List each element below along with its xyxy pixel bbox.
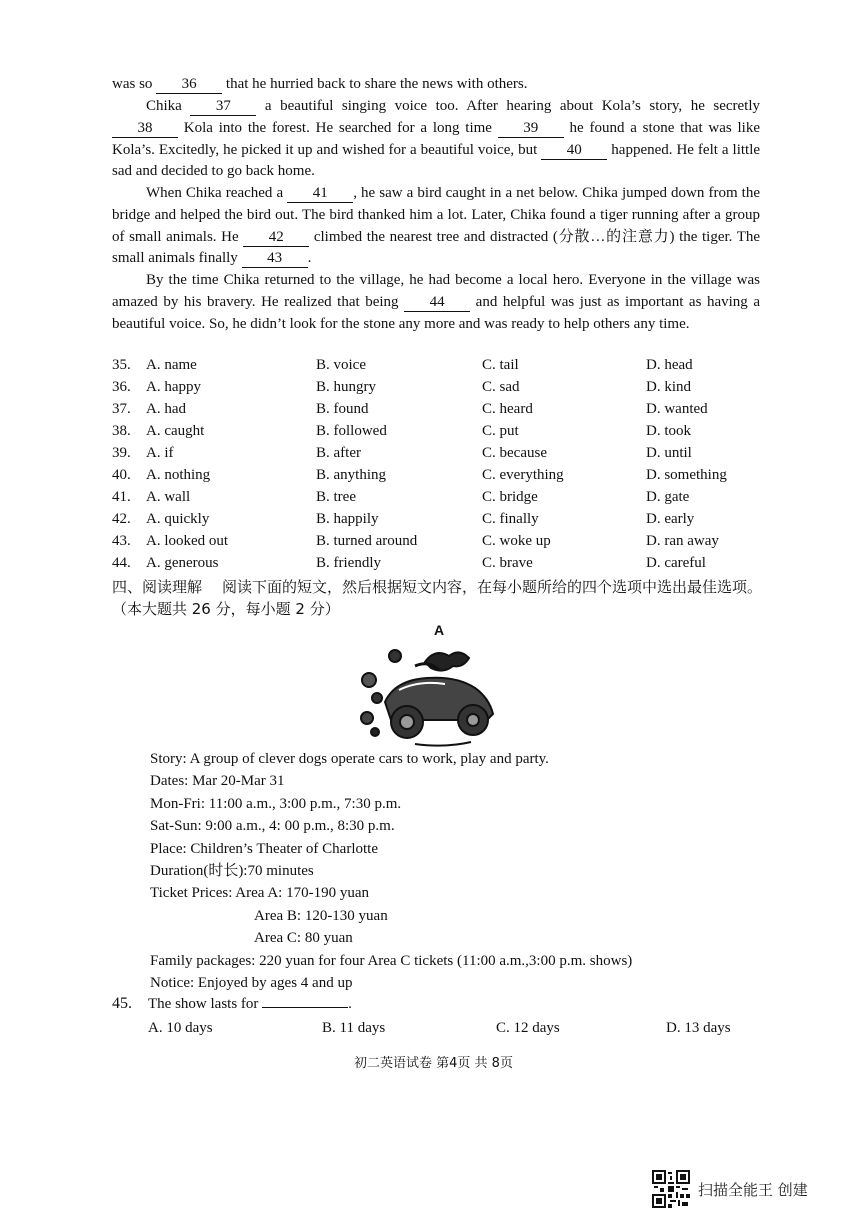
option-a[interactable]: A. wall bbox=[146, 489, 191, 505]
option-a[interactable]: A. had bbox=[146, 401, 186, 417]
option-a[interactable]: A. name bbox=[146, 357, 197, 373]
info-ticket-b: Area B: 120-130 yuan bbox=[254, 907, 388, 924]
decor-dot bbox=[389, 650, 401, 662]
option-a[interactable]: A. if bbox=[146, 445, 174, 461]
option-a[interactable]: A. nothing bbox=[146, 467, 211, 483]
page-footer: 初二英语试卷 第4页 共 8页 bbox=[354, 1056, 513, 1071]
question-number: 44. bbox=[112, 555, 131, 571]
option-b[interactable]: B. after bbox=[316, 445, 361, 461]
option-a[interactable]: A. caught bbox=[146, 423, 205, 439]
info-weekday-times: Mon-Fri: 11:00 a.m., 3:00 p.m., 7:30 p.m. bbox=[150, 795, 402, 812]
passage-text: . bbox=[307, 250, 312, 267]
decor-dot bbox=[371, 728, 379, 736]
blank-39: 39 bbox=[498, 120, 564, 138]
option-a[interactable]: A. 10 days bbox=[148, 1020, 213, 1036]
question-number: 36. bbox=[112, 379, 131, 395]
passage-text: , he saw a bird caught in a net below. Chika jumped down from the bridge and helped the bird out. The bird thanked him a lot. Later, Chika found a tiger running after a group of small animals. He bbox=[112, 185, 761, 245]
option-row bbox=[112, 401, 772, 423]
option-row bbox=[112, 533, 772, 555]
option-d[interactable]: D. early bbox=[646, 511, 695, 527]
option-d[interactable]: D. took bbox=[646, 423, 691, 439]
passage-text: that he hurried back to share the news with others. bbox=[225, 76, 528, 92]
option-c[interactable]: C. heard bbox=[482, 401, 533, 417]
option-b[interactable]: B. voice bbox=[316, 357, 366, 373]
option-row bbox=[112, 379, 772, 401]
option-row bbox=[112, 467, 772, 489]
option-d[interactable]: D. something bbox=[646, 467, 727, 483]
option-b[interactable]: B. turned around bbox=[316, 533, 418, 549]
answer-blank bbox=[262, 993, 348, 1008]
question-number: 35. bbox=[112, 357, 131, 373]
passage-text: he found a stone that was like Kola’s. Excitedly, he picked it up and wished for a beautiful voice, but bbox=[112, 119, 760, 158]
question-stem-text: The show lasts for bbox=[148, 996, 259, 1012]
ground-line bbox=[415, 742, 471, 746]
question-45 bbox=[112, 993, 772, 1041]
option-c[interactable]: C. 12 days bbox=[496, 1020, 560, 1036]
passage-paragraph-1 bbox=[112, 74, 760, 96]
option-d[interactable]: D. careful bbox=[646, 555, 706, 571]
question-stem-line bbox=[112, 993, 772, 1017]
blank-38: 38 bbox=[112, 120, 178, 138]
passage-text: climbed the nearest tree and distracted (分散…的注意力) the tiger. The small animals finally bbox=[112, 228, 761, 267]
option-c[interactable]: C. woke up bbox=[482, 533, 551, 549]
option-d[interactable]: D. ran away bbox=[646, 533, 719, 549]
info-notice: Notice: Enjoyed by ages 4 and up bbox=[150, 975, 353, 992]
question-number: 39. bbox=[112, 445, 131, 461]
option-b[interactable]: B. anything bbox=[316, 467, 386, 483]
info-family-packages: Family packages: 220 yuan for four Area C tickets (11:00 a.m.,3:00 p.m. shows) bbox=[150, 952, 633, 969]
question-number: 41. bbox=[112, 489, 131, 505]
decor-dot bbox=[361, 712, 373, 724]
option-row bbox=[112, 423, 772, 445]
passage-text: was so bbox=[112, 76, 153, 92]
dog-head-shape bbox=[425, 652, 469, 670]
option-c[interactable]: C. brave bbox=[482, 555, 533, 571]
decor-dot bbox=[362, 673, 376, 687]
option-a[interactable]: A. generous bbox=[146, 555, 219, 571]
blank-43: 43 bbox=[242, 250, 308, 268]
passage-paragraph-3 bbox=[112, 183, 760, 270]
passage-paragraph-2 bbox=[112, 96, 760, 183]
info-duration: Duration(时长):70 minutes bbox=[150, 863, 314, 880]
info-weekend-times: Sat-Sun: 9:00 a.m., 4: 00 p.m., 8:30 p.m. bbox=[150, 818, 395, 835]
cloze-options bbox=[112, 357, 772, 577]
section-instruction: 阅读下面的短文，然后根据短文内容，在每小题所给的四个选项中选出最佳选项。 bbox=[222, 578, 763, 596]
passage-text: When Chika reached a bbox=[146, 185, 284, 201]
car-hub-right bbox=[467, 714, 479, 726]
info-dates: Dates: Mar 20-Mar 31 bbox=[150, 773, 285, 790]
option-row bbox=[112, 511, 772, 533]
option-c[interactable]: C. everything bbox=[482, 467, 564, 483]
option-b[interactable]: B. hungry bbox=[316, 379, 376, 395]
option-d[interactable]: D. head bbox=[646, 357, 693, 373]
option-c[interactable]: C. because bbox=[482, 445, 547, 461]
section-title: 四、阅读理解 bbox=[112, 578, 203, 596]
blank-44: 44 bbox=[404, 294, 470, 312]
option-d[interactable]: D. gate bbox=[646, 489, 690, 505]
passage-text: Chika bbox=[146, 98, 182, 114]
decor-dot bbox=[372, 693, 382, 703]
option-b[interactable]: B. tree bbox=[316, 489, 356, 505]
option-c[interactable]: C. sad bbox=[482, 379, 520, 395]
info-place: Place: Children’s Theater of Charlotte bbox=[150, 840, 378, 857]
question-number: 45. bbox=[112, 995, 132, 1012]
question-number: 38. bbox=[112, 423, 131, 439]
option-d[interactable]: D. 13 days bbox=[666, 1020, 731, 1036]
option-row bbox=[112, 489, 772, 511]
section-heading bbox=[112, 576, 772, 620]
option-b[interactable]: B. 11 days bbox=[322, 1020, 386, 1036]
option-b[interactable]: B. happily bbox=[316, 511, 379, 527]
car-hub-left bbox=[400, 715, 414, 729]
blank-41: 41 bbox=[287, 185, 353, 203]
passage-text: Kola into the forest. He searched for a long time bbox=[183, 119, 492, 136]
option-d[interactable]: D. kind bbox=[646, 379, 691, 395]
info-story: Story: A group of clever dogs operate cars to work, play and party. bbox=[150, 751, 549, 767]
blank-42: 42 bbox=[243, 229, 309, 247]
option-a[interactable]: A. quickly bbox=[146, 511, 210, 527]
question-number: 43. bbox=[112, 533, 131, 549]
passage-text: happened. He felt a little sad and decided to go back home. bbox=[112, 141, 761, 180]
show-info bbox=[150, 748, 750, 994]
option-row bbox=[112, 555, 772, 577]
question-number: 40. bbox=[112, 467, 131, 483]
qr-code-icon bbox=[652, 1170, 690, 1208]
question-number: 37. bbox=[112, 401, 131, 417]
part-label: A bbox=[434, 622, 445, 638]
option-b[interactable]: B. found bbox=[316, 401, 369, 417]
option-c[interactable]: C. tail bbox=[482, 357, 519, 373]
option-a[interactable]: A. happy bbox=[146, 379, 201, 395]
info-ticket-c: Area C: 80 yuan bbox=[254, 930, 353, 947]
option-b[interactable]: B. followed bbox=[316, 423, 387, 439]
option-c[interactable]: C. put bbox=[482, 423, 519, 439]
option-c[interactable]: C. bridge bbox=[482, 489, 538, 505]
option-d[interactable]: D. wanted bbox=[646, 401, 708, 417]
info-ticket-a: Ticket Prices: Area A: 170-190 yuan bbox=[150, 885, 370, 902]
scanner-text: 扫描全能王 创建 bbox=[698, 1180, 808, 1199]
blank-36: 36 bbox=[156, 76, 222, 94]
scanner-watermark bbox=[652, 1170, 808, 1208]
option-row bbox=[112, 357, 772, 379]
blank-37: 37 bbox=[190, 98, 256, 116]
option-c[interactable]: C. finally bbox=[482, 511, 539, 527]
passage-text: By the time Chika returned to the village, he had become a local hero. Everyone in the village was amazed by his bravery. He realized that being bbox=[112, 272, 760, 310]
dog-car-illustration bbox=[355, 640, 505, 750]
question-stem bbox=[148, 993, 352, 1015]
passage-text: and helpful was just as important as having a beautiful voice. So, he didn’t look for the stone any more and was ready to help others any time. bbox=[112, 293, 761, 332]
option-d[interactable]: D. until bbox=[646, 445, 692, 461]
section-score: （本大题共 26 分，每小题 2 分） bbox=[112, 600, 340, 618]
option-row bbox=[112, 445, 772, 467]
option-b[interactable]: B. friendly bbox=[316, 555, 381, 571]
blank-40: 40 bbox=[541, 142, 607, 160]
passage-paragraph-4 bbox=[112, 270, 760, 335]
passage-text: a beautiful singing voice too. After hearing about Kola’s story, he secretly bbox=[264, 98, 761, 114]
question-number: 42. bbox=[112, 511, 131, 527]
question-stem-end: . bbox=[348, 996, 352, 1012]
option-a[interactable]: A. looked out bbox=[146, 533, 229, 549]
question-options bbox=[112, 1017, 772, 1041]
